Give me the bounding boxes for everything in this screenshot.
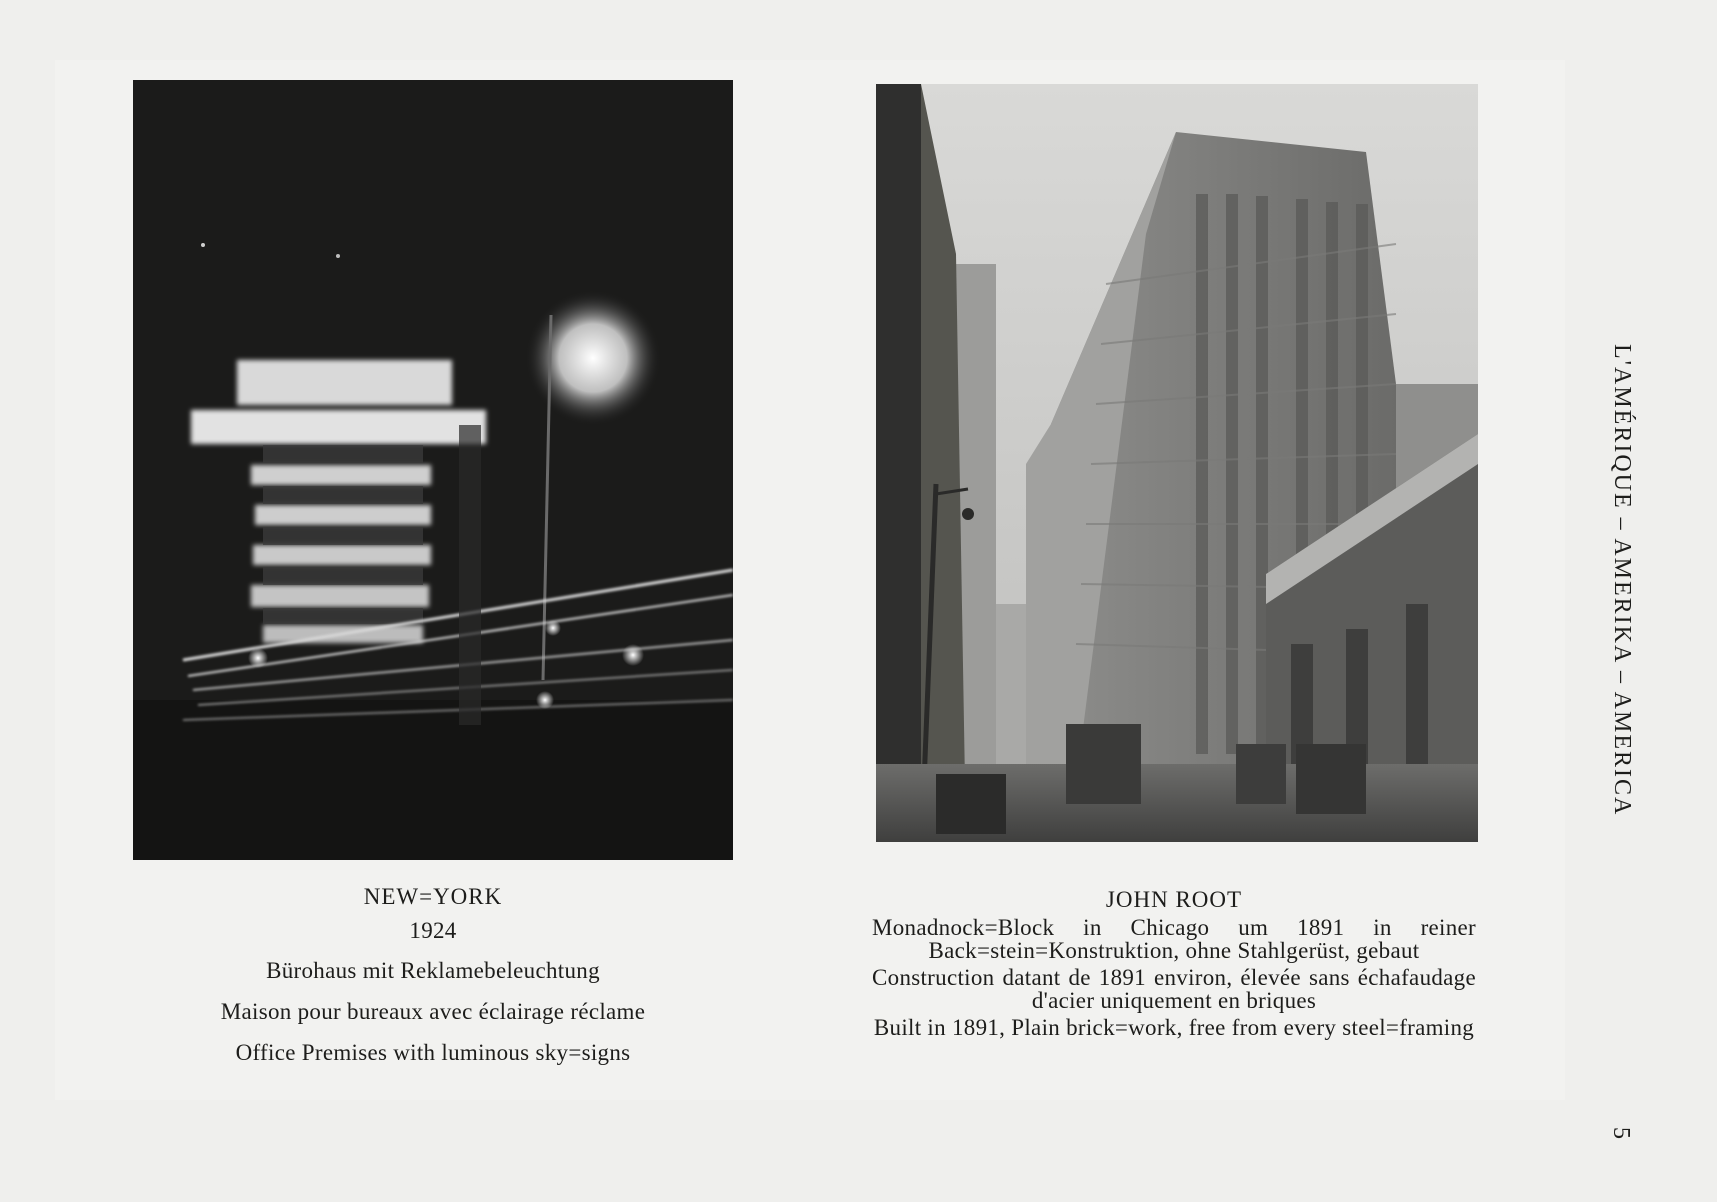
night-office-building-photo xyxy=(133,80,733,860)
running-title: L'AMÉRIQUE – AMERIKA – AMERICA xyxy=(1609,343,1635,817)
left-caption-german: Bürohaus mit Reklamebeleuchtung xyxy=(266,958,600,983)
right-caption-english: Built in 1891, Plain brick=work, free from every steel=framing xyxy=(873,1015,1475,1040)
left-caption-title: NEW=YORK xyxy=(363,884,503,909)
monadnock-block-photo xyxy=(876,84,1478,842)
right-caption-french: Construction datant de 1891 environ, élevée sans échafaudage d'acier uniquement en briques xyxy=(872,965,1476,1013)
left-caption-year: 1924 xyxy=(409,918,457,943)
right-caption-title: JOHN ROOT xyxy=(1105,887,1243,912)
page-number: 5 xyxy=(1608,1127,1634,1139)
left-caption-french: Maison pour bureaux avec éclairage réclame xyxy=(220,999,646,1024)
right-caption-german: Monadnock=Block in Chicago um 1891 in reiner Back=stein=Konstruktion, ohne Stahlgerüst, gebaut xyxy=(872,915,1476,963)
left-caption xyxy=(133,882,733,1079)
left-caption-english: Office Premises with luminous sky=signs xyxy=(235,1040,631,1065)
right-caption xyxy=(872,886,1476,1043)
